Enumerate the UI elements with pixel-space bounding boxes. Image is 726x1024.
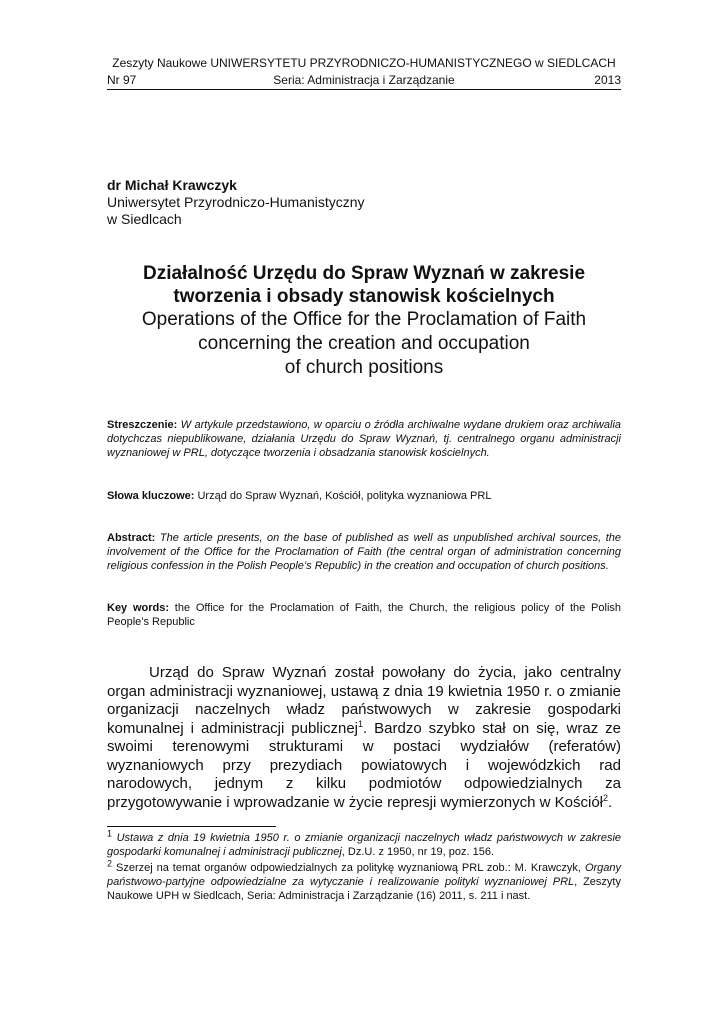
abstract-text: The article presents, on the base of published as well as unpublished archival sources, the involvement of the Office for the Proclamation of Faith (the central organ of administration concerning religious confession in the Polish People’s Republic) in the creation and occupation of church positions.	[107, 532, 622, 572]
slowa-kluczowe-text: Urząd do Spraw Wyznań, Kościół, polityka wyznaniowa PRL	[197, 490, 492, 502]
footnote-1-number: 1	[107, 828, 113, 839]
footnote-2	[107, 858, 622, 903]
body-text-part-2: . Bardzo szybko stał on się, wraz ze swoimi terenowymi strukturami w postaci wydziałów (referatów) wyznaniowych przy prezydiach powiatowych i wojewódzkich rad narodowych, jednym z kilku podmiotów odpowiedzialnych za przygotowywanie i wprowadzanie w życie represji wymierzonych w Kościół	[107, 719, 621, 811]
title-english-line-2: concerning the creation and occupation	[198, 333, 530, 354]
streszczenie-label: Streszczenie:	[107, 419, 178, 431]
key-words-paragraph	[107, 601, 621, 629]
footnote-1	[107, 828, 621, 859]
key-words-text: the Office for the Proclamation of Faith, the Church, the religious policy of the Polish People’s Republic	[107, 602, 622, 628]
slowa-kluczowe-label: Słowa kluczowe:	[107, 490, 195, 502]
footnote-1-text: , Dz.U. z 1950, nr 19, poz. 156.	[341, 846, 495, 858]
footnote-ref-1[interactable]: 1	[358, 718, 364, 729]
title-polish-line-1: Działalność Urzędu do Spraw Wyznań w zakresie	[142, 263, 586, 284]
footnote-1-italic-text: Ustawa z dnia 19 kwietnia 1950 r. o zmianie organizacji naczelnych władz państwowych w zakresie gospodarki komunalnej i administracji publicznej	[107, 832, 621, 858]
abstract-paragraph	[107, 531, 621, 573]
publication-year: 2013	[594, 73, 621, 87]
series-name: Seria: Administracja i Zarządzanie	[273, 73, 455, 87]
body-text-part-3: .	[608, 793, 613, 811]
footnote-2-number: 2	[107, 858, 113, 869]
author-name: dr Michał Krawczyk	[107, 177, 237, 193]
streszczenie-paragraph	[107, 418, 621, 460]
footnote-2-lead-text: Szerzej na temat organów odpowiedzialnych za politykę wyznaniową PRL zob.: M. Krawczyk,	[115, 862, 585, 874]
author-block	[107, 177, 365, 228]
footnote-2-text: , Zeszyty Naukowe UPH w Siedlcach, Seria: Administracja i Zarządzanie (16) 2011, s. 211 i nast.	[107, 876, 621, 902]
key-words-label: Key words:	[107, 602, 170, 614]
footnote-ref-2[interactable]: 2	[603, 792, 609, 803]
body-paragraph	[107, 664, 621, 812]
title-english-line-3: of church positions	[284, 357, 444, 378]
streszczenie-text: W artykule przedstawiono, w oparciu o źródła archiwalne wydane drukiem oraz archiwalia dotychczas niepublikowane, działania Urzędu do Spraw Wyznań, tj. centralnego organu administracji wyznaniowej w PRL, dotyczące tworzenia i obsadzania stanowisk kościelnych.	[107, 419, 622, 459]
issue-number: Nr 97	[107, 73, 137, 87]
abstract-label: Abstract:	[107, 532, 156, 544]
article-title	[107, 262, 621, 380]
footnote-2-italic-text: Organy państwowo-partyjne odpowiedzialne za wytyczanie i realizowanie polityki wyznaniowej PRL	[107, 862, 622, 888]
slowa-kluczowe-paragraph	[107, 489, 621, 503]
title-english-line-1: Operations of the Office for the Proclamation of Faith	[141, 309, 587, 330]
body-text-part-1: Urząd do Spraw Wyznań został powołany do życia, jako centralny organ administracji wyznaniowej, ustawą z dnia 19 kwietnia 1950 r. o zmianie organizacji naczelnych władz państwowych w zakresie gospodarki komunalnej i administracji publicznej	[107, 664, 621, 737]
journal-title: Zeszyty Naukowe UNIWERSYTETU PRZYRODNICZO-HUMANISTYCZNEGO w SIEDLCACH	[112, 56, 616, 70]
header-divider	[107, 89, 621, 90]
footnote-divider	[107, 826, 276, 827]
title-polish-line-2: tworzenia i obsady stanowisk kościelnych	[173, 286, 555, 307]
author-affiliation: Uniwersytet Przyrodniczo-Humanistyczny	[107, 194, 365, 210]
author-affiliation-city: w Siedlcach	[107, 211, 182, 227]
